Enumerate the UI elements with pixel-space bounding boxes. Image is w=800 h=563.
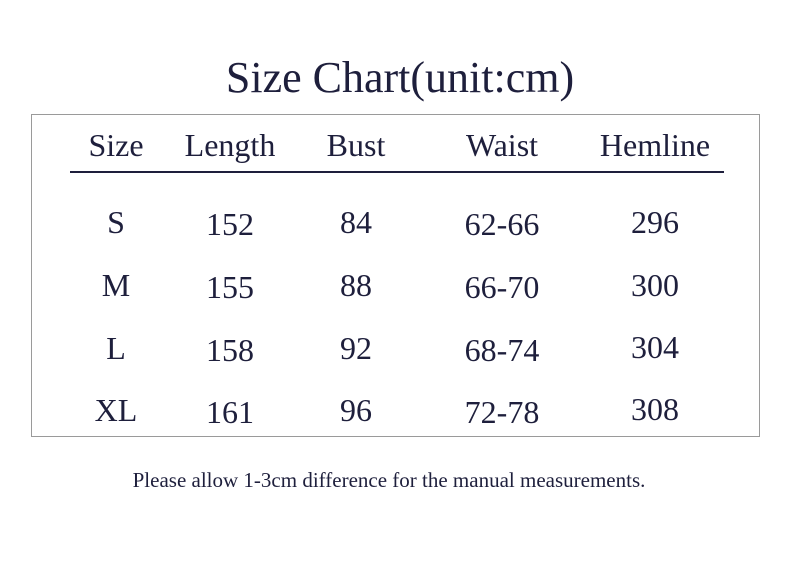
table-cell-waist: 62-66: [464, 206, 540, 242]
table-cell-hemline: 300: [631, 267, 679, 303]
table-cell-size: XL: [94, 392, 138, 428]
table-cell-size: S: [107, 204, 125, 240]
page-title: Size Chart(unit:cm): [225, 53, 575, 102]
table-cell-length: 161: [206, 394, 254, 430]
table-cell-bust: 96: [340, 392, 372, 428]
table-cell-waist: 68-74: [464, 332, 540, 368]
column-header-hemline: Hemline: [599, 127, 711, 163]
table-cell-length: 155: [206, 269, 254, 305]
table-cell-bust: 92: [340, 330, 372, 366]
table-cell-bust: 88: [340, 267, 372, 303]
table-cell-size: L: [106, 330, 126, 366]
column-header-length: Length: [184, 127, 276, 163]
table-cell-waist: 72-78: [464, 394, 540, 430]
table-cell-length: 158: [206, 332, 254, 368]
table-cell-hemline: 308: [631, 391, 679, 427]
table-cell-hemline: 296: [631, 204, 679, 240]
table-cell-waist: 66-70: [464, 269, 540, 305]
column-header-size: Size: [88, 127, 144, 163]
table-cell-size: M: [101, 267, 131, 303]
measurement-note: Please allow 1-3cm difference for the manual measurements.: [132, 468, 646, 492]
column-header-bust: Bust: [326, 127, 386, 163]
table-cell-length: 152: [206, 206, 254, 242]
header-divider: [70, 171, 724, 173]
table-cell-hemline: 304: [631, 329, 679, 365]
column-header-waist: Waist: [465, 127, 539, 163]
table-cell-bust: 84: [340, 204, 372, 240]
